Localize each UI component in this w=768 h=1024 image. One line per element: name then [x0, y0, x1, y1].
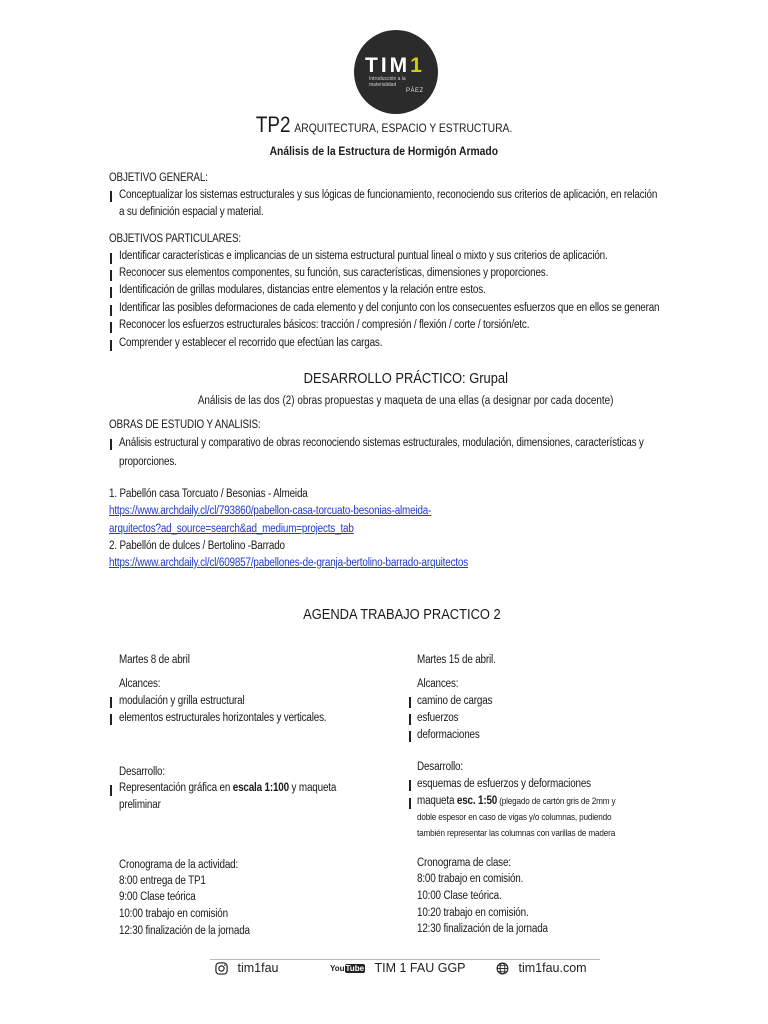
- list-item: esfuerzos: [417, 712, 459, 724]
- footer-web[interactable]: tim1fau.com: [496, 960, 587, 976]
- obra-1-link[interactable]: https://www.archdaily.cl/cl/793860/pabellon-casa-torcuato-besonias-almeida-: [109, 505, 432, 517]
- bullet-marker: [110, 322, 112, 333]
- agenda-left-dev-line1: Representación gráfica en escala 1:100 y maqueta: [119, 782, 337, 794]
- globe-icon: [496, 962, 509, 975]
- bullet-marker: [110, 253, 112, 264]
- bullet-marker: [110, 785, 112, 796]
- agenda-left-crono-label: Cronograma de la actividad:: [119, 859, 239, 871]
- logo-subtitle: Introducción a la materialidad: [369, 76, 406, 88]
- list-item: Identificar las posibles deformaciones de cada elemento y del conjunto con los consecuentes esfuerzos que en ellos se generan: [119, 302, 660, 314]
- tim1-logo: [354, 30, 438, 114]
- obra-1-link-cont[interactable]: arquitectos?ad_source=search&ad_medium=projects_tab: [109, 523, 354, 535]
- agenda-left-desarrollo-label: Desarrollo:: [119, 766, 165, 778]
- agenda-right-date: Martes 15 de abril.: [417, 654, 496, 666]
- obra-2-link[interactable]: https://www.archdaily.cl/cl/609857/pabellones-de-granja-bertolino-barrado-arquitectos: [109, 557, 469, 569]
- bullet-marker: [110, 287, 112, 298]
- agenda-right-crono-label: Cronograma de clase:: [417, 857, 511, 869]
- agenda-right-dev-small3: también representar las columnas con varillas de madera: [417, 828, 616, 839]
- bullet-marker: [409, 697, 411, 708]
- agenda-right-alcances-label: Alcances:: [417, 678, 459, 690]
- list-item: camino de cargas: [417, 695, 493, 707]
- list-item: Identificar características e implicancias de un sistema estructural puntual lineal o mixto y sus criterios de aplicación.: [119, 250, 608, 262]
- bullet-marker: [110, 697, 112, 708]
- objetivo-general-line1: Conceptualizar los sistemas estructurales y sus lógicas de funcionamiento, reconociendo sus criterios de aplicación, en relación: [119, 189, 658, 201]
- instagram-icon: [215, 962, 228, 975]
- tp-subtitle: ARQUITECTURA, ESPACIO Y ESTRUCTURA.: [294, 121, 513, 135]
- agenda-heading-wrap: [0, 606, 768, 624]
- logo-wordmark: TIM1: [365, 54, 425, 77]
- bullet-marker: [409, 780, 411, 791]
- list-item: Identificación de grillas modulares, distancias entre elementos y la relación entre estos.: [119, 284, 486, 296]
- list-item: elementos estructurales horizontales y verticales.: [119, 712, 327, 724]
- list-item: modulación y grilla estructural: [119, 695, 245, 707]
- bullet-marker: [110, 305, 112, 316]
- agenda-left-dev-line2: preliminar: [119, 799, 161, 811]
- objetivo-general-heading: OBJETIVO GENERAL:: [109, 172, 208, 184]
- agenda-heading: AGENDA TRABAJO PRACTICO 2: [303, 606, 501, 623]
- agenda-right-dev-item2: maqueta esc. 1:50 (plegado de cartón gris de 2mm y: [417, 795, 616, 807]
- bullet-marker: [110, 270, 112, 281]
- tp-number: TP2: [255, 112, 291, 137]
- bullet-marker: [409, 798, 411, 809]
- objetivo-general-line2: a su definición espacial y material.: [119, 206, 264, 218]
- obras-heading: OBRAS DE ESTUDIO Y ANALISIS:: [109, 419, 261, 431]
- bullet-marker: [110, 191, 112, 202]
- obra-1-title: 1. Pabellón casa Torcuato / Besonias - Almeida: [109, 488, 308, 500]
- desarrollo-subheading: Análisis de las dos (2) obras propuestas y maqueta de una ellas (a designar por cada docente): [198, 395, 614, 407]
- list-item: 10:20 trabajo en comisión.: [417, 907, 529, 919]
- agenda-right-desarrollo-label: Desarrollo:: [417, 761, 463, 773]
- list-item: Reconocer sus elementos componentes, su función, sus características, dimensiones y proporciones.: [119, 267, 549, 279]
- list-item: Reconocer los esfuerzos estructurales básicos: tracción / compresión / flexión / corte / torsión/etc.: [119, 319, 530, 331]
- obras-bullet-line2: proporciones.: [119, 456, 177, 468]
- list-item: 8:00 trabajo en comisión.: [417, 873, 524, 885]
- agenda-right-dev-item1: esquemas de esfuerzos y deformaciones: [417, 778, 591, 790]
- list-item: 10:00 Clase teórica.: [417, 890, 502, 902]
- document-title: [0, 112, 768, 138]
- agenda-left-date: Martes 8 de abril: [119, 654, 190, 666]
- list-item: 12:30 finalización de la jornada: [119, 925, 250, 937]
- bullet-marker: [409, 714, 411, 725]
- desarrollo-subheading-wrap: [0, 391, 768, 409]
- desarrollo-heading-wrap: [0, 370, 768, 388]
- list-item: 12:30 finalización de la jornada: [417, 923, 548, 935]
- footer-instagram[interactable]: tim1fau: [215, 960, 278, 976]
- analysis-title-wrap: [0, 142, 768, 160]
- agenda-right-dev-small2: doble espesor en caso de vigas y/o columnas, pudiendo: [417, 812, 612, 823]
- list-item: 10:00 trabajo en comisión: [119, 908, 228, 920]
- footer-youtube[interactable]: YouTube TIM 1 FAU GGP: [330, 961, 466, 975]
- logo-author: PÁEZ: [406, 88, 424, 94]
- obras-bullet-line1: Análisis estructural y comparativo de obras reconociendo sistemas estructurales, modulación, dimensiones, características y: [119, 437, 644, 449]
- obra-2-title: 2. Pabellón de dulces / Bertolino -Barrado: [109, 540, 285, 552]
- youtube-icon: YouTube: [330, 963, 365, 973]
- bullet-marker: [110, 439, 112, 450]
- agenda-left-alcances-label: Alcances:: [119, 678, 161, 690]
- bullet-marker: [110, 714, 112, 725]
- list-item: Comprender y establecer el recorrido que efectúan las cargas.: [119, 337, 383, 349]
- desarrollo-heading: DESARROLLO PRÁCTICO: Grupal: [303, 370, 509, 387]
- list-item: 9:00 Clase teórica: [119, 891, 196, 903]
- bullet-marker: [409, 731, 411, 742]
- list-item: 8:00 entrega de TP1: [119, 875, 206, 887]
- list-item: deformaciones: [417, 729, 480, 741]
- objetivos-particulares-heading: OBJETIVOS PARTICULARES:: [109, 233, 241, 245]
- bullet-marker: [110, 340, 112, 351]
- analysis-title: Análisis de la Estructura de Hormigón Armado: [269, 144, 499, 158]
